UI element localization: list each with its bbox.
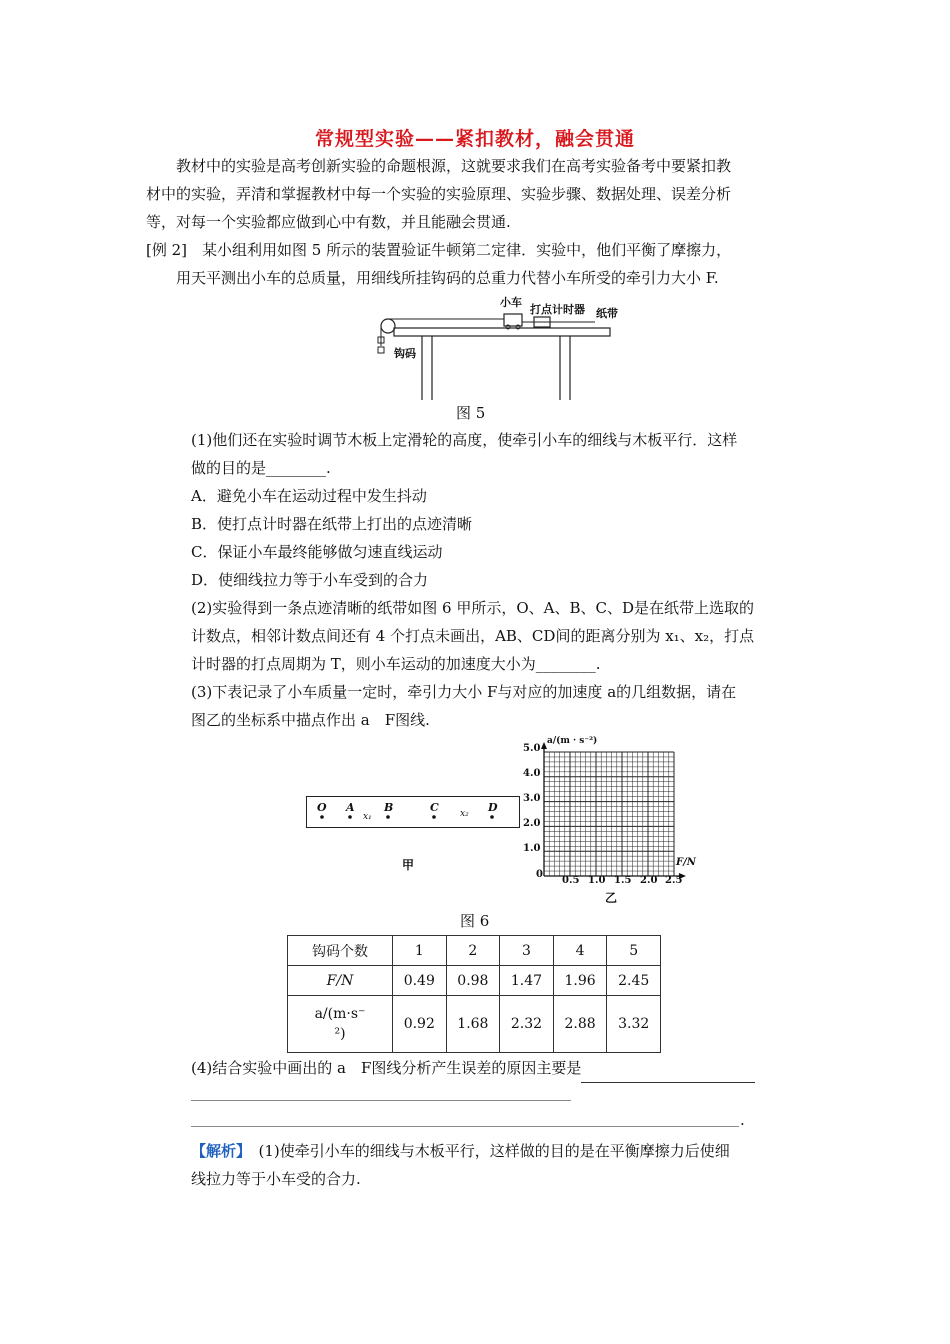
table-cell: 1.47 — [500, 966, 554, 996]
row-a-label: a/(m·s⁻ — [314, 1006, 366, 1022]
intro-line: 材中的实验，弄清和掌握教材中每一个实验的实验原理、实验步骤、数据处理、误差分析 — [146, 185, 732, 203]
weight-icon — [378, 347, 384, 353]
table-cell: 4 — [553, 936, 607, 966]
question-2-line: 计数点，相邻计数点间还有 4 个打点未画出，AB、CD间的距离分别为 x₁、x₂，打点 — [191, 627, 755, 645]
x-tick-label: 2.5 — [665, 875, 683, 886]
question-1-line: (1)他们还在实验时调节木板上定滑轮的高度，使牵引小车的细线与木板平行．这样 — [191, 431, 738, 449]
example-line-2: 用天平测出小车的总质量，用细线所挂钩码的总重力代替小车所受的牵引力大小 F. — [176, 269, 719, 287]
page-title: 常规型实验——紧扣教材，融会贯通 — [314, 128, 635, 150]
tape-dots — [306, 796, 520, 828]
table-cell: 5 — [607, 936, 661, 966]
table-cell: 3.32 — [607, 996, 661, 1053]
question-2-line: (2)实验得到一条点迹清晰的纸带如图 6 甲所示，O、A、B、C、D是在纸带上选取的 — [191, 599, 754, 617]
row-a-label: ²) — [334, 1026, 346, 1042]
question-1-line: 做的目的是________. — [191, 459, 331, 477]
option-c: C．保证小车最终能够做匀速直线运动 — [191, 543, 443, 561]
intro-line: 等，对每一个实验都应做到心中有数，并且能融会贯通. — [146, 213, 511, 231]
label-tape: 纸带 — [596, 307, 618, 320]
tape-dot — [348, 815, 352, 819]
answer-blank[interactable] — [581, 1054, 755, 1083]
x-tick-label: 2.0 — [640, 875, 658, 886]
question-3-line: (3)下表记录了小车质量一定时，牵引力大小 F与对应的加速度 a的几组数据，请在 — [191, 683, 737, 701]
tape-dot — [490, 815, 494, 819]
y-tick-label: 3.0 — [523, 793, 541, 804]
intro-line: 教材中的实验是高考创新实验的命题根源，这就要求我们在高考实验备考中要紧扣教 — [176, 157, 732, 175]
x-tick-label: 1.0 — [588, 875, 606, 886]
table-cell: 1.96 — [553, 966, 607, 996]
y-axis-arrow-icon — [541, 742, 547, 749]
wooden-board — [394, 328, 610, 336]
table-row — [288, 966, 661, 996]
table-cell: 2.88 — [553, 996, 607, 1053]
question-4-text: (4)结合实验中画出的 a F图线分析产生误差的原因主要是 — [191, 1059, 582, 1077]
figure-6-caption: 图 6 — [460, 912, 490, 930]
analysis-line-2: 线拉力等于小车受的合力. — [191, 1170, 361, 1188]
intro-paragraph — [146, 152, 806, 236]
label-weight: 钩码 — [394, 347, 416, 360]
answer-blank[interactable] — [191, 1126, 739, 1127]
table-cell: 0.98 — [446, 966, 500, 996]
question-2-line: 计时器的打点周期为 T，则小车运动的加速度大小为________. — [191, 655, 601, 673]
table-cell: 1.68 — [446, 996, 500, 1053]
label-car: 小车 — [500, 296, 522, 309]
x-tick-label: 0.5 — [562, 875, 580, 886]
car-icon — [504, 314, 522, 326]
point-label: O — [317, 801, 327, 814]
origin-label: 0 — [536, 869, 543, 880]
point-label: B — [384, 801, 394, 814]
table-row — [288, 936, 661, 966]
table-cell: 3 — [500, 936, 554, 966]
data-table — [287, 935, 661, 1053]
point-label: A — [346, 801, 355, 814]
grid-lines — [544, 752, 674, 876]
point-label: D — [488, 801, 498, 814]
tape-dot — [432, 815, 436, 819]
question-3-line: 图乙的坐标系中描点作出 a F图线. — [191, 711, 430, 729]
x-tick-label: 1.5 — [614, 875, 632, 886]
tape-dot — [320, 815, 324, 819]
y-tick-label: 5.0 — [523, 743, 541, 754]
analysis-tag: 【解析】 — [191, 1142, 244, 1160]
label-timer: 打点计时器 — [530, 303, 585, 316]
table-cell: 1 — [393, 936, 447, 966]
point-label: C — [430, 801, 439, 814]
grid-figure-label: 乙 — [605, 891, 618, 905]
question-4-end: . — [740, 1111, 745, 1129]
answer-blank[interactable] — [191, 1100, 571, 1101]
x1-label: x₁ — [363, 812, 372, 822]
table-cell: F/N — [288, 966, 393, 996]
option-a: A．避免小车在运动过程中发生抖动 — [191, 487, 427, 505]
table-cell: 0.49 — [393, 966, 447, 996]
option-b: B．使打点计时器在纸带上打出的点迹清晰 — [191, 515, 473, 533]
x2-label: x₂ — [460, 809, 469, 819]
y-tick-label: 1.0 — [523, 843, 541, 854]
table-cell: 2.32 — [500, 996, 554, 1053]
table-cell: 2 — [446, 936, 500, 966]
table-row — [288, 996, 661, 1053]
coordinate-grid — [520, 738, 700, 888]
tape-dot — [386, 815, 390, 819]
table-cell: 钩码个数 — [288, 936, 393, 966]
y-tick-label: 4.0 — [523, 768, 541, 779]
table-cell — [288, 996, 393, 1053]
y-tick-label: 2.0 — [523, 818, 541, 829]
table-cell: 2.45 — [607, 966, 661, 996]
analysis-text: (1)使牵引小车的细线与木板平行，这样做的目的是在平衡摩擦力后使细 — [243, 1142, 730, 1160]
question-4 — [191, 1054, 755, 1083]
figure-5-caption: 图 5 — [456, 404, 486, 422]
example-line-1: [例 2] 某小组利用如图 5 所示的装置验证牛顿第二定律．实验中，他们平衡了摩擦力， — [146, 241, 732, 259]
table-cell: 0.92 — [393, 996, 447, 1053]
tape-figure-label: 甲 — [402, 858, 415, 872]
question-1 — [146, 426, 806, 734]
grid-x-label: F/N — [676, 857, 696, 868]
pulley-icon — [381, 319, 395, 333]
analysis-line-1 — [191, 1137, 730, 1165]
grid-y-label: a/(m · s⁻²) — [547, 736, 598, 746]
option-d: D．使细线拉力等于小车受到的合力 — [191, 571, 429, 589]
